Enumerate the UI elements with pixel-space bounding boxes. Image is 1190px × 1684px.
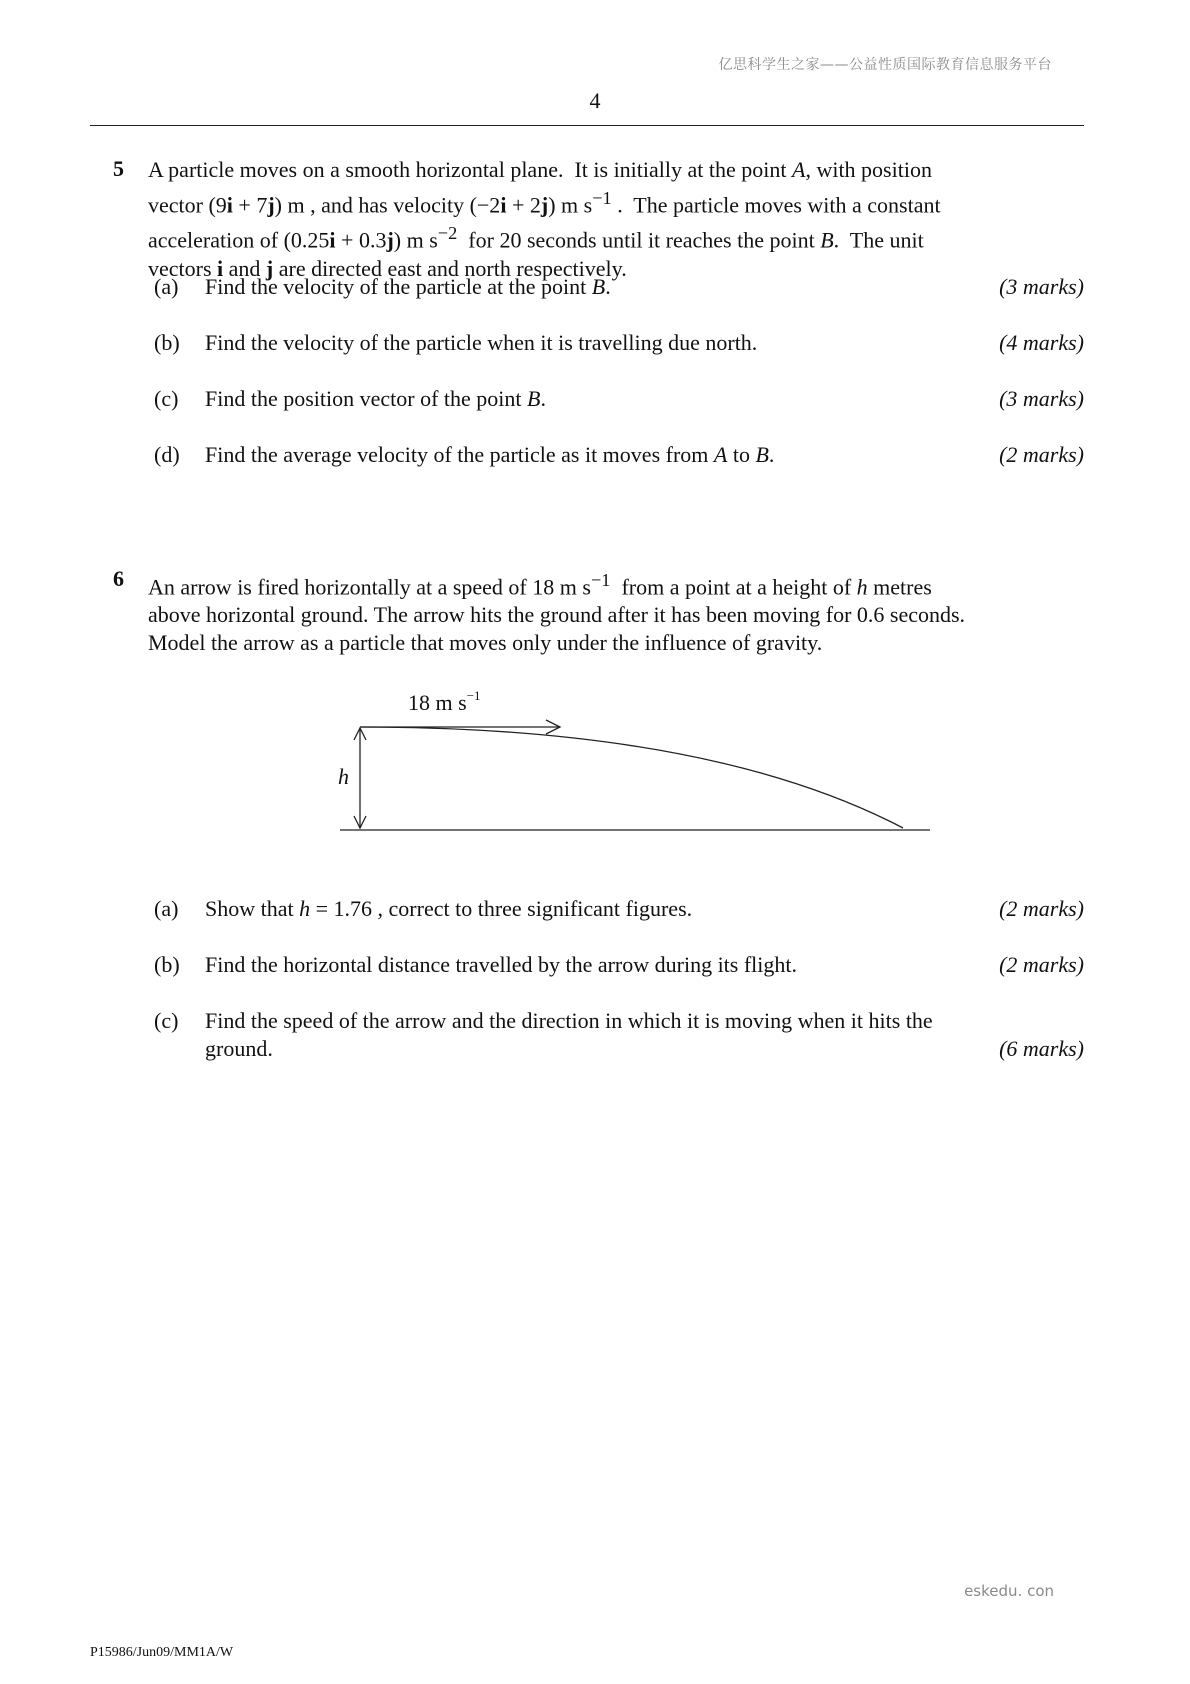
part-text: Show that h = 1.76 , correct to three significant figures.: [205, 896, 693, 921]
part-c: [90, 385, 1084, 413]
question-6: [90, 566, 1084, 657]
question-number: 6: [113, 566, 124, 591]
part-label: (b): [154, 952, 180, 977]
projectile-diagram: [330, 680, 950, 840]
question-number: 5: [113, 156, 124, 181]
part-label: (a): [154, 274, 179, 299]
height-label: h: [338, 764, 349, 789]
paper-code: P15986/Jun09/MM1A/W: [90, 1645, 234, 1660]
part-d: [90, 441, 1084, 469]
stem-line: A particle moves on a smooth horizontal plane. It is initially at the point A, with position: [148, 157, 932, 182]
part-marks: (2 marks): [999, 952, 1084, 977]
part-label: (a): [154, 896, 179, 921]
part-label: (d): [154, 442, 180, 467]
part-text: Find the velocity of the particle when it is travelling due north.: [205, 330, 758, 355]
stem-line: vectors i and j are directed east and north respectively.: [148, 255, 627, 281]
part-text: Find the velocity of the particle at the point B.: [205, 274, 611, 299]
part-label: (b): [154, 330, 180, 355]
question-stem: [148, 156, 1084, 283]
stem-line: acceleration of (0.25i + 0.3j) m $s^{-2}$ for 20 seconds until it reaches the point B. The unit: [148, 223, 924, 253]
part-text: Find the speed of the arrow and the direction in which it is moving when it hits the ground.: [205, 1008, 933, 1061]
part-a: [90, 895, 1084, 923]
stem-line: vector (9i + 7j) m , and has velocity (−2i + 2j) m $s^{-1}$ . The particle moves with a constant: [148, 188, 941, 218]
page-number: 4: [589, 88, 601, 113]
part-marks: (6 marks): [999, 1036, 1084, 1061]
part-marks: (3 marks): [999, 274, 1084, 299]
stem-line: An arrow is fired horizontally at a speed of 18 m $s^{-1}$ from a point at a height of h metres: [148, 570, 932, 600]
part-label: (c): [154, 1008, 179, 1033]
part-c: [90, 1007, 1084, 1063]
part-text: Find the position vector of the point B.: [205, 386, 546, 411]
part-text: Find the average velocity of the particle as it moves from A to B.: [205, 442, 775, 467]
part-b: [90, 329, 1084, 357]
question-5: [90, 156, 1084, 283]
watermark: 亿思科学生之家——公益性质国际教育信息服务平台: [718, 57, 1052, 73]
trajectory-curve: [360, 727, 903, 828]
part-text: Find the horizontal distance travelled by the arrow during its flight.: [205, 952, 798, 977]
part-a: [90, 273, 1084, 301]
site-watermark: eskedu. con: [964, 1582, 1054, 1600]
stem-line: above horizontal ground. The arrow hits the ground after it has been moving for 0.6 seconds.: [148, 602, 966, 628]
stem-line: Model the arrow as a particle that moves only under the influence of gravity.: [148, 630, 823, 656]
part-b: [90, 951, 1084, 979]
part-marks: (2 marks): [999, 442, 1084, 467]
header-rule: [90, 125, 1084, 126]
part-marks: (4 marks): [999, 330, 1084, 355]
question-stem: [148, 566, 1084, 657]
speed-label: 18 m $s^{-1}$: [408, 688, 481, 715]
part-label: (c): [154, 386, 179, 411]
part-marks: (2 marks): [999, 896, 1084, 921]
part-marks: (3 marks): [999, 386, 1084, 411]
